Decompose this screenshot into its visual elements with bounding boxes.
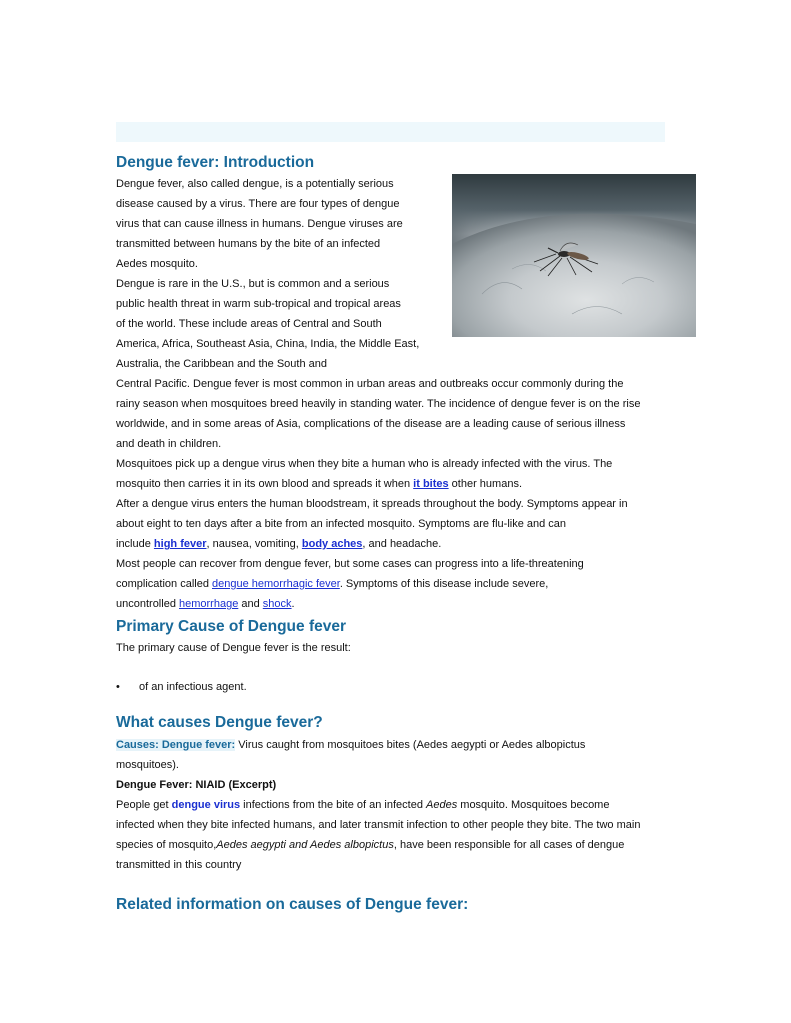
intro-paragraph-5: Most people can recover from dengue fever, but some cases can progress into a life-threatening complication called dengue hemorrhagic fever. Symptoms of this disease include severe, uncontrolled hemorrhage and shock. xyxy=(116,558,584,610)
niaid-excerpt-body: People get dengue virus infections from the bite of an infected Aedes mosquito. Mosquitoes become infected when they bite infected humans, and later transmit infection to other people they bite. The two main species of mosquito,Aedes aegypti and Aedes albopictus, have been responsible for all cases of dengue transmitted in this country xyxy=(116,799,641,871)
causes-label: Causes: Dengue fever: xyxy=(116,739,236,751)
primary-cause-list xyxy=(116,677,676,697)
causes-summary: Causes: Dengue fever: Virus caught from mosquitoes bites (Aedes aegypti or Aedes albopictus mosquitoes). xyxy=(116,739,586,771)
dengue-virus-term: dengue virus xyxy=(171,799,241,811)
header-band xyxy=(116,122,665,142)
mosquito-on-skin-photo xyxy=(452,174,696,337)
dengue-hemorrhagic-fever-link[interactable]: dengue hemorrhagic fever xyxy=(212,578,340,590)
list-item: • of an infectious agent. xyxy=(116,677,676,697)
shock-link[interactable]: shock xyxy=(262,598,292,610)
bullet-icon: • xyxy=(116,681,120,693)
primary-cause-intro: The primary cause of Dengue fever is the result: xyxy=(116,642,351,654)
intro-paragraph-4: After a dengue virus enters the human bloodstream, it spreads throughout the body. Symptoms appear in about eight to ten days after a bite from an infected mosquito. Symptoms are flu-like and can include high fever, nausea, vomiting, body aches, and headache. xyxy=(116,498,628,550)
related-info-heading: Related information on causes of Dengue fever: xyxy=(116,896,469,913)
primary-cause-heading: Primary Cause of Dengue fever xyxy=(116,618,347,635)
intro-body xyxy=(116,174,686,614)
body-aches-link[interactable]: body aches xyxy=(301,538,363,550)
mosquito-photo xyxy=(452,174,696,337)
intro-paragraph-2: Dengue is rare in the U.S., but is common and a serious public health threat in warm sub-tropical and tropical areas of the world. These include areas of Central and South America, Africa, Southeast Asia, China, India, the Middle East, Australia, the Caribbean and the South and Central Pacific. Dengue fever is most common in urban areas and outbreaks occur commonly during the rainy season when mosquitoes breed heavily in standing water. The incidence of dengue fever is on the rise worldwide, and in some areas of Asia, complications of the disease are a leading cause of serious illness and death in children. xyxy=(116,278,641,450)
intro-paragraph-3: Mosquitoes pick up a dengue virus when they bite a human who is already infected with the virus. The mosquito then carries it in its own blood and spreads it when it bites other humans. xyxy=(116,458,613,490)
intro-heading: Dengue fever: Introduction xyxy=(116,154,315,171)
what-causes-heading: What causes Dengue fever? xyxy=(116,714,323,731)
it-bites-link[interactable]: it bites xyxy=(413,478,449,490)
what-causes-body xyxy=(116,735,686,875)
primary-cause-body xyxy=(116,638,676,658)
intro-paragraph-1: Dengue fever, also called dengue, is a potentially serious disease caused by a virus. There are four types of dengue virus that can cause illness in humans. Dengue viruses are transmitted between humans by the bite of an infected Aedes mosquito. xyxy=(116,178,403,270)
hemorrhage-link[interactable]: hemorrhage xyxy=(179,598,239,610)
high-fever-link[interactable]: high fever xyxy=(153,538,207,550)
niaid-excerpt-heading: Dengue Fever: NIAID (Excerpt) xyxy=(116,779,277,791)
